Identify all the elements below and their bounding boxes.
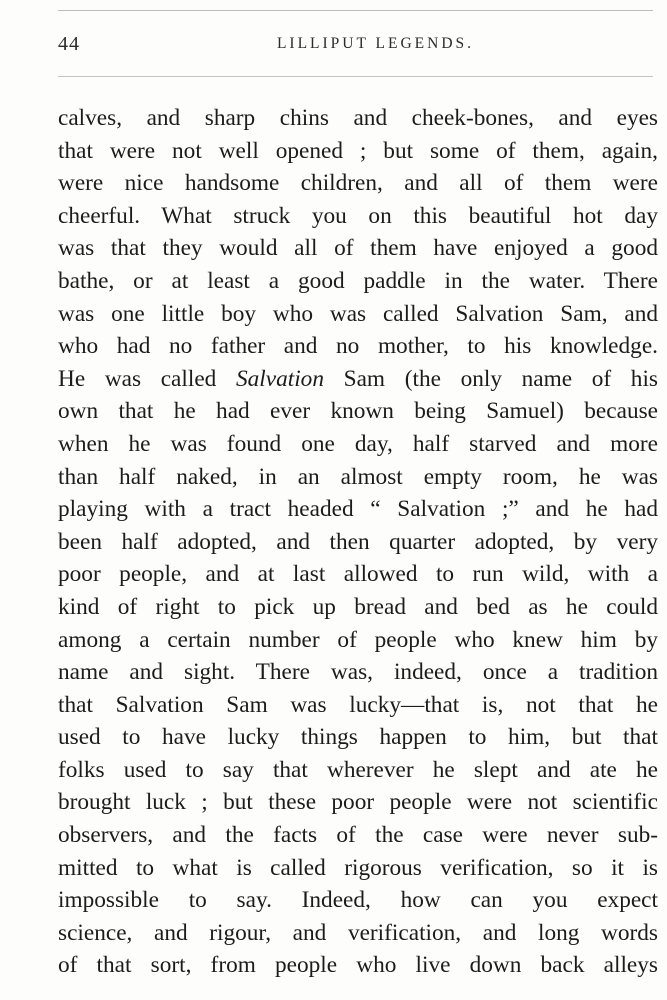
text-line: that were not well opened ; but some of them, again, [58, 137, 658, 164]
text-line: playing with a tract headed “ Salvation ;” and he had [58, 496, 658, 523]
text-line: impossible to say. Indeed, how can you expect [58, 887, 658, 914]
text-line [58, 363, 658, 396]
top-rule [58, 10, 653, 11]
text-line: among a certain number of people who knew him by [58, 626, 658, 653]
text-line: who had no father and no mother, to his knowledge. [58, 333, 658, 360]
text-line: were nice handsome children, and all of them were [58, 170, 658, 197]
text-line: mitted to what is called rigorous verification, so it is [58, 854, 658, 881]
page-header [58, 33, 653, 57]
text-line: kind of right to pick up bread and bed as he could [58, 593, 658, 620]
text-line: name and sight. There was, indeed, once a tradition [58, 659, 658, 686]
text-fragment: Sam (the only name of his [323, 365, 658, 392]
text-line: observers, and the facts of the case were never sub- [58, 822, 658, 849]
text-line: own that he had ever known being Samuel) because [58, 398, 658, 425]
body-text [58, 102, 658, 982]
text-line: calves, and sharp chins and cheek-bones, and eyes [58, 105, 658, 131]
text-line: of that sort, from people who live down back alleys [58, 952, 658, 979]
text-line: science, and rigour, and verification, and long words [58, 919, 658, 946]
text-line: was one little boy who was called Salvation Sam, and [58, 300, 658, 327]
text-line: bathe, or at least a good paddle in the water. There [58, 267, 658, 294]
header-rule [58, 76, 653, 77]
text-line: poor people, and at last allowed to run wild, with a [58, 561, 658, 588]
text-line: than half naked, in an almost empty room, he was [58, 463, 658, 490]
text-line: was that they would all of them have enjoyed a good [58, 235, 658, 262]
text-line: been half adopted, and then quarter adopted, by very [58, 528, 658, 555]
text-fragment: He was called [58, 365, 236, 392]
italic-word: Salvation [235, 365, 324, 392]
text-line: when he was found one day, half starved and more [58, 430, 658, 457]
page-number: 44 [58, 33, 80, 55]
text-line: folks used to say that wherever he slept and ate he [58, 756, 658, 783]
text-line: brought luck ; but these poor people were not scientific [58, 789, 658, 816]
running-head: LILLIPUT LEGENDS. [276, 35, 475, 52]
text-line: that Salvation Sam was lucky—that is, not that he [58, 691, 658, 718]
text-line: cheerful. What struck you on this beautiful hot day [58, 202, 658, 229]
text-line: used to have lucky things happen to him, but that [58, 724, 658, 751]
